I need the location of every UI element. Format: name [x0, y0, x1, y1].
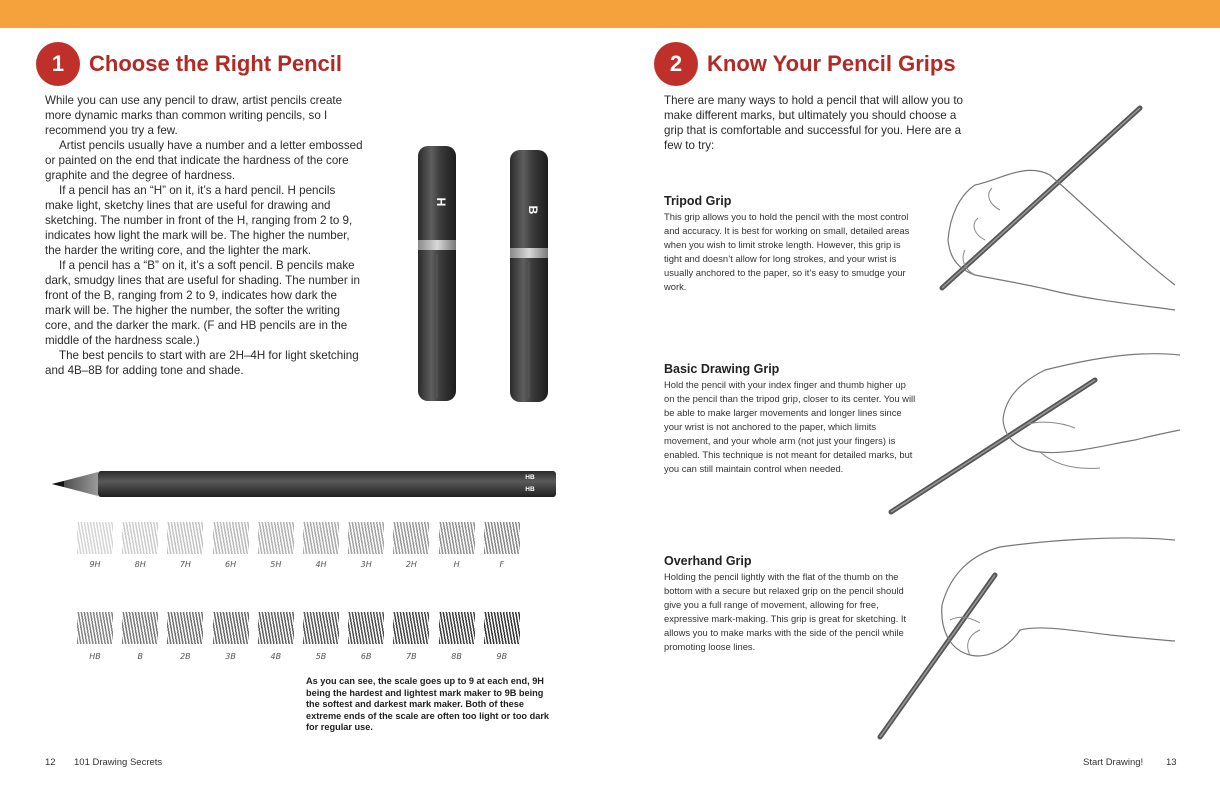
- hardness-swatch: [303, 612, 339, 644]
- hardness-swatch: [77, 612, 113, 644]
- hardness-label: 9B: [496, 652, 508, 661]
- right-page-number: 13: [1166, 757, 1177, 768]
- hardness-label: 7B: [406, 652, 417, 661]
- section-1-number-badge: 1: [36, 42, 80, 86]
- hardness-label: 6H: [225, 560, 237, 569]
- basic-drawing-grip-text: Hold the pencil with your index finger and thumb higher up on the pencil than the tripod grip, closer to its center. You will be able to make larger movements and longer lines since your wrist is not anchored to the paper, which limits movement, and your whole arm (not just your fingers) is enabled. This technique is not meant for detailed marks, but you can still maintain control when needed.: [664, 379, 916, 474]
- section-2-intro: There are many ways to hold a pencil that will allow you to make different marks, but ultimately you should choose a grip that is comfortable and successful for you. Here are a few to try:: [664, 94, 964, 152]
- hardness-swatch: [484, 522, 520, 554]
- hardness-label: 3B: [225, 652, 236, 661]
- hardness-label: F: [499, 560, 505, 569]
- hardness-swatch: [484, 612, 520, 644]
- left-page-number: 12: [45, 757, 56, 768]
- hardness-swatch: [348, 522, 384, 554]
- hardness-swatch: [122, 522, 158, 554]
- hardness-swatch: [303, 522, 339, 554]
- overhand-grip-hand-illustration: [870, 535, 1180, 745]
- hardness-label: 3H: [360, 560, 372, 569]
- basic-drawing-grip-title: Basic Drawing Grip: [664, 362, 780, 376]
- right-running-title: Start Drawing!: [1083, 757, 1144, 768]
- paragraph: While you can use any pencil to draw, artist pencils create more dynamic marks than common writing pencils, so I recommend you try a few.: [45, 94, 343, 137]
- hardness-swatch: [258, 522, 294, 554]
- hardness-swatch: [258, 612, 294, 644]
- hardness-swatch: [122, 612, 158, 644]
- section-1-body: [45, 93, 365, 378]
- hardness-swatch: [213, 612, 249, 644]
- hardness-label: 5B: [315, 652, 327, 661]
- hardness-label: 4B: [270, 652, 282, 661]
- hardness-swatch: [439, 522, 475, 554]
- hardness-label: 8B: [451, 652, 462, 661]
- paragraph: If a pencil has a “B” on it, it’s a soft pencil. B pencils make dark, smudgy lines that are useful for shading. The number in front of the B, ranging from 2 to 9, indicates how dark the mark will be. The higher the number, the softer the writing core, and the darker the mark. (F and HB pencils are in the middle of the hardness scale.): [45, 259, 360, 347]
- paragraph: Artist pencils usually have a number and a letter embossed or painted on the end that indicate the hardness of the core graphite and the degree of hardness.: [45, 139, 363, 182]
- overhand-grip-title: Overhand Grip: [664, 554, 752, 568]
- section-2-heading: [654, 42, 956, 86]
- b-pencil-letter: B: [526, 205, 540, 215]
- hardness-label: 4H: [315, 560, 327, 569]
- hardness-swatch: [213, 522, 249, 554]
- hardness-swatch: [439, 612, 475, 644]
- scale-caption: As you can see, the scale goes up to 9 at each end, 9H being the hardest and lightest mark maker to 9B being the softest and darkest mark maker. Both of these extreme ends of the scale are often too light or too dark for regular use.: [306, 676, 550, 732]
- hardness-label: 7H: [179, 560, 191, 569]
- hardness-swatch: [77, 522, 113, 554]
- paragraph: If a pencil has an “H” on it, it’s a hard pencil. H pencils make light, sketchy lines that are useful for drawing and sketching. The number in front of the H, ranging from 2 to 9, indicates how light the mark will be. The higher the number, the harder the writing core, and the lighter the mark.: [45, 184, 353, 257]
- hardness-label: HB: [89, 652, 101, 661]
- hardness-swatch: [393, 612, 429, 644]
- hardness-label: B: [137, 652, 143, 661]
- left-running-title: 101 Drawing Secrets: [74, 757, 163, 768]
- hardness-swatch: [167, 612, 203, 644]
- overhand-grip-text: Holding the pencil lightly with the flat of the thumb on the bottom with a secure but relaxed grip on the pencil should give you a full range of movement, allowing for free, expressive mark-making. This grip is great for sketching. It allows you to make marks with the side of the pencil while promoting loose lines.: [664, 571, 907, 652]
- hardness-label: 2H: [405, 560, 417, 569]
- tripod-grip-text: This grip allows you to hold the pencil with the most control and accuracy. It is best for working on small, detailed areas when you wish to limit stroke length. However, this grip is tight and doesn’t allow for long strokes, and your wrist is usually anchored to the paper, so it’s easy to smudge your work.: [664, 211, 910, 292]
- section-1-title: Choose the Right Pencil: [89, 51, 343, 76]
- section-2-title: Know Your Pencil Grips: [707, 51, 956, 76]
- hardness-label: 2B: [180, 652, 191, 661]
- tripod-grip-hand-illustration: [930, 100, 1180, 315]
- top-color-band: [0, 0, 1220, 28]
- h-pencil-letter: H: [434, 197, 448, 207]
- hb-pencil-illustration: [50, 466, 560, 500]
- hardness-label: 5H: [270, 560, 282, 569]
- h-and-b-pencils-illustration: [410, 140, 560, 405]
- basic-drawing-grip-hand-illustration: [885, 350, 1185, 520]
- section-1-heading: [36, 42, 342, 86]
- hardness-swatch: [393, 522, 429, 554]
- hardness-label: 9H: [89, 560, 101, 569]
- hardness-swatch: [167, 522, 203, 554]
- hb-pencil-label-bottom: HB: [525, 486, 535, 493]
- paragraph: The best pencils to start with are 2H–4H for light sketching and 4B–8B for adding tone and shade.: [45, 349, 359, 377]
- hardness-label: 8H: [134, 560, 146, 569]
- tripod-grip-title: Tripod Grip: [664, 194, 732, 208]
- hardness-swatch: [348, 612, 384, 644]
- hardness-label: 6B: [360, 652, 372, 661]
- hb-pencil-label-top: HB: [525, 474, 535, 481]
- section-2-number-badge: 2: [654, 42, 698, 86]
- hardness-label: H: [453, 560, 460, 569]
